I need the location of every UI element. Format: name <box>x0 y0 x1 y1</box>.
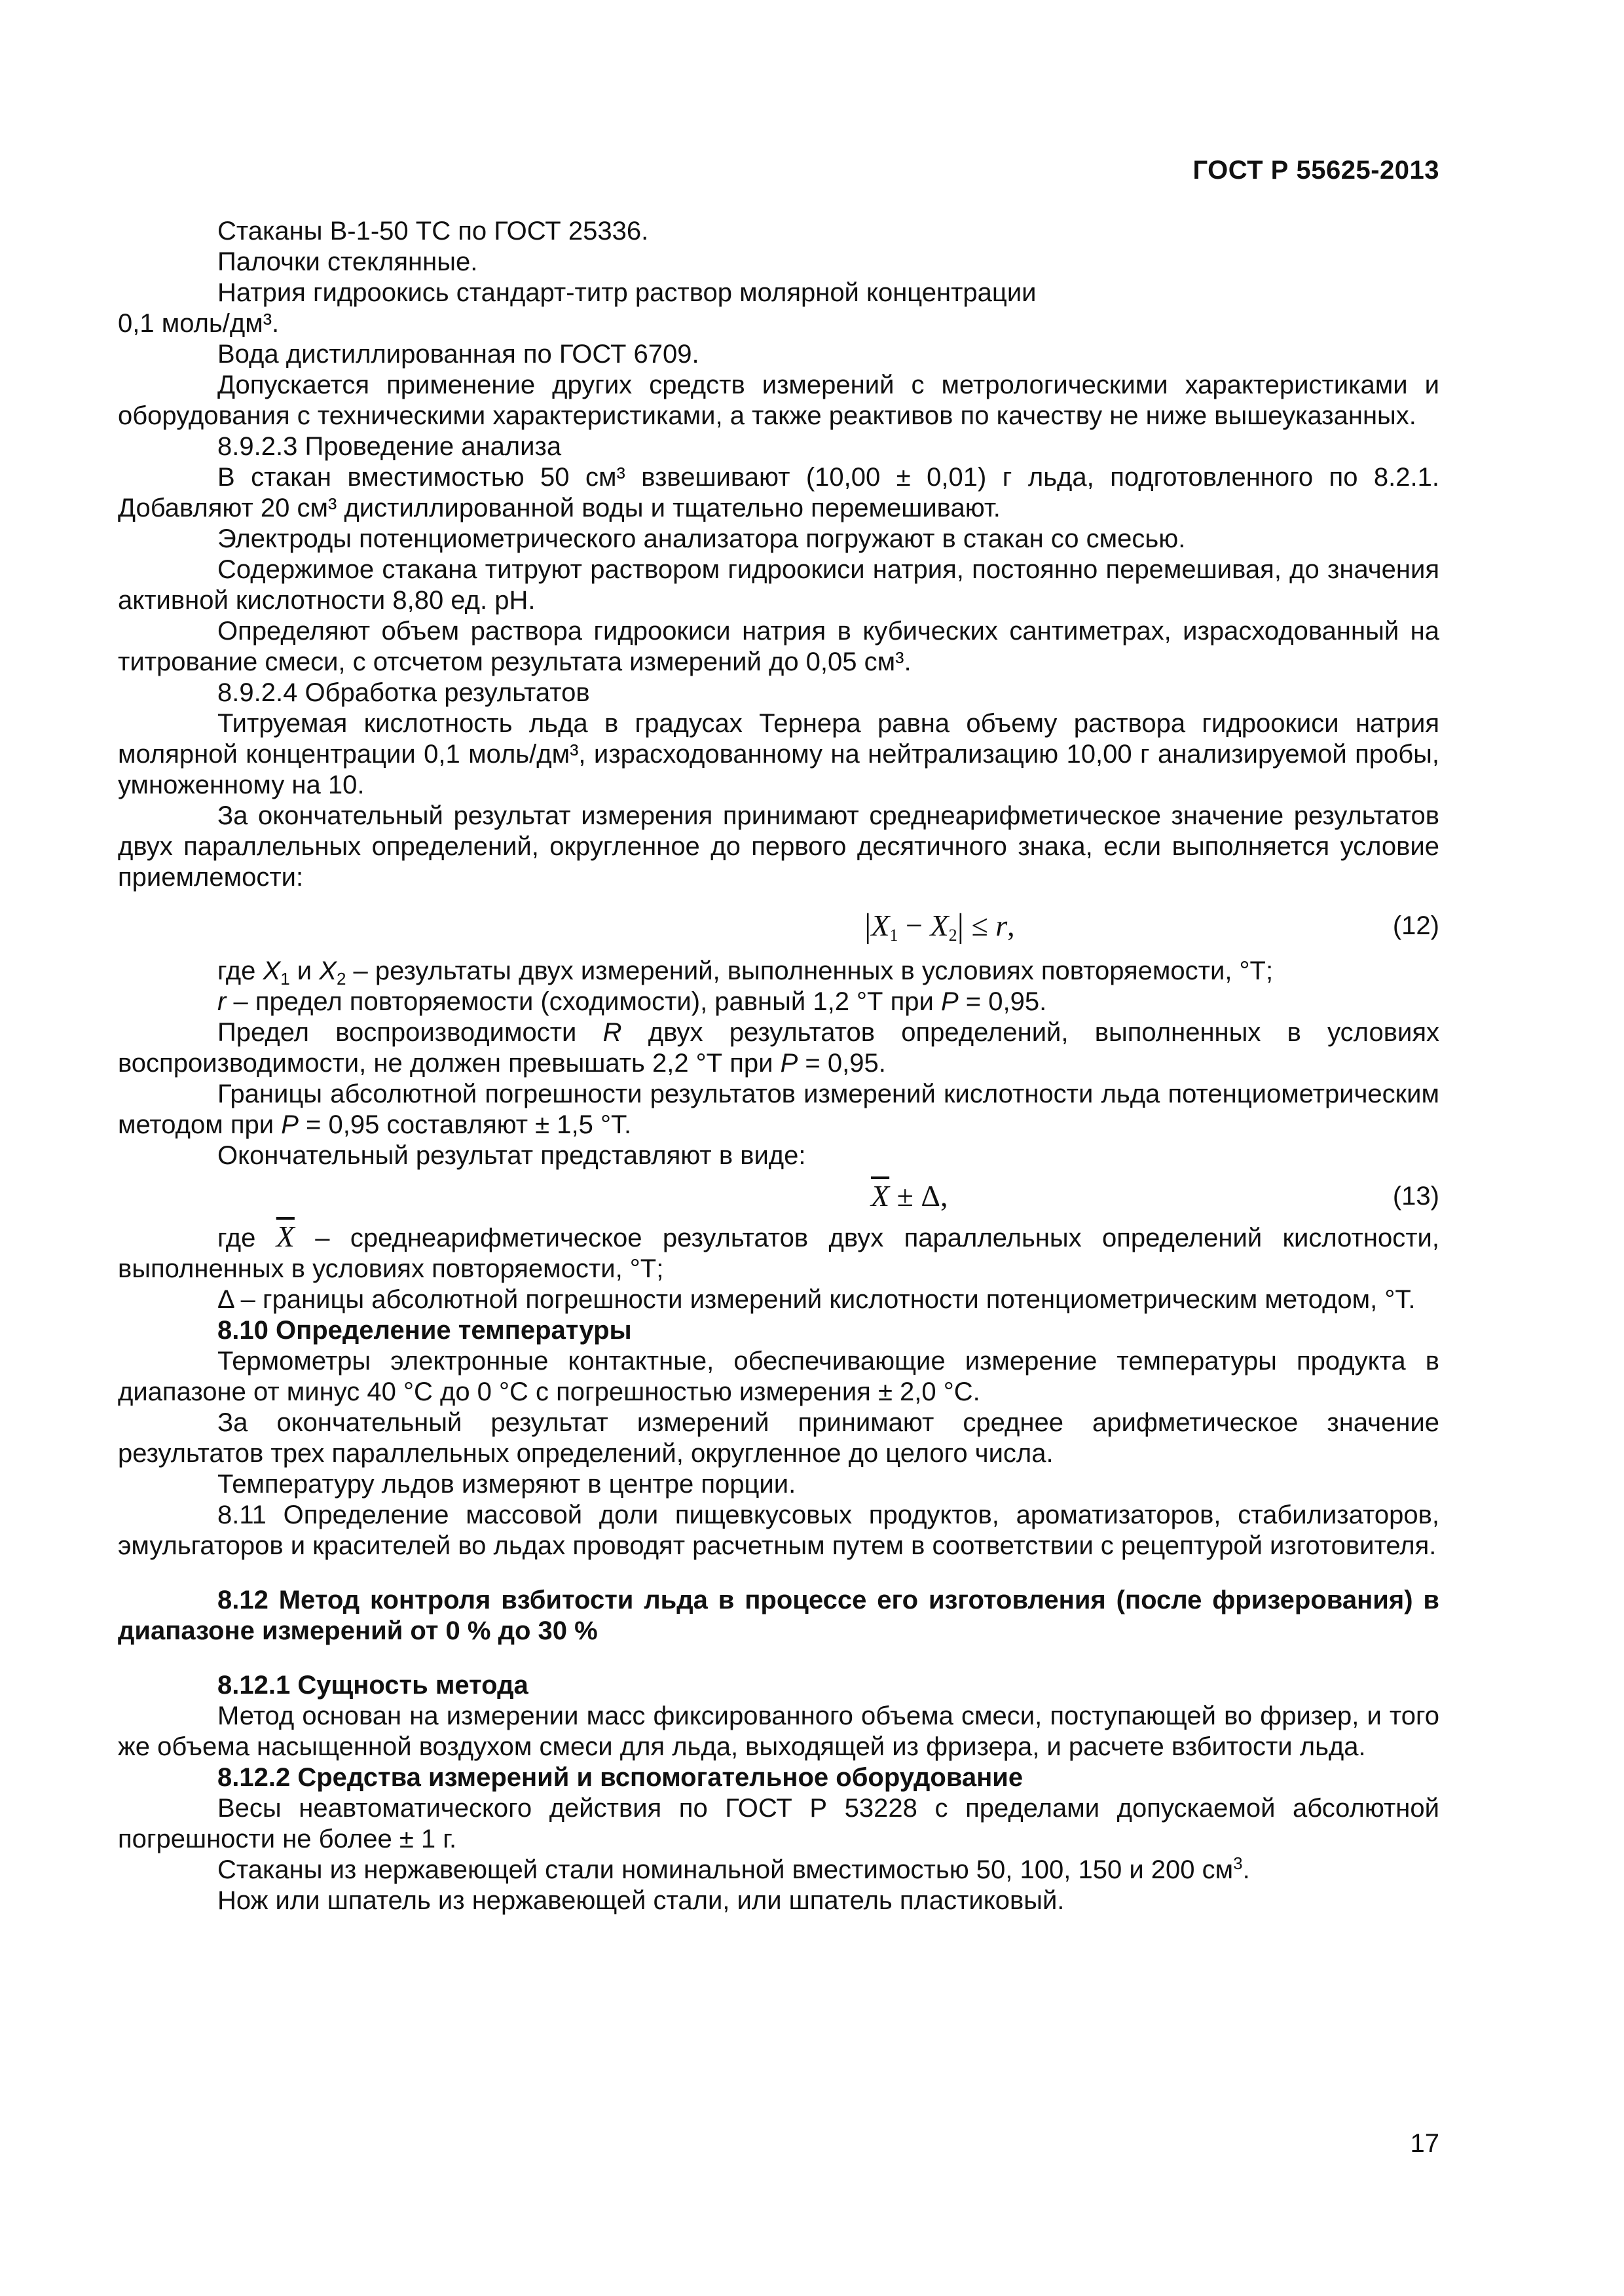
paragraph: где $X_1$ и $X_2$ – результаты двух измерений, выполненных в условиях повторяемости, °Т; <box>217 957 1274 989</box>
formula-13 <box>118 1173 1439 1220</box>
section-heading: 8.12 Метод контроля взбитости льда в процессе его изготовления (после фризерования) в диапазоне измерений от 0 % до 30 % <box>118 1586 1439 1645</box>
paragraph: За окончательный результат измерений принимают среднее арифметическое значение результатов трех параллельных определений, округленное до целого числа. <box>118 1408 1439 1468</box>
subsection-heading: 8.12.2 Средства измерений и вспомогательное оборудование <box>217 1763 1024 1792</box>
paragraph: Стаканы В-1-50 ТС по ГОСТ 25336. <box>217 217 649 246</box>
paragraph: Натрия гидроокись стандарт-титр раствор молярной концентрации <box>217 278 1037 307</box>
subsection-title: 8.9.2.3 Проведение анализа <box>217 432 562 461</box>
page-number: 17 <box>1410 2129 1439 2158</box>
paragraph: Определяют объем раствора гидроокиси натрия в кубических сантиметрах, израсходованный на титрование смеси, с отсчетом результата измерений до 0,05 см³. <box>118 617 1439 676</box>
paragraph: Палочки стеклянные. <box>217 247 478 276</box>
paragraph: Температуру льдов измеряют в центре порции. <box>217 1470 796 1499</box>
paragraph: r – предел повторяемости (сходимости), равный 1,2 °Т при P = 0,95. <box>217 987 1047 1016</box>
document-body <box>118 216 1439 1916</box>
formula-12 <box>118 902 1439 949</box>
paragraph: Границы абсолютной погрешности результатов измерений кислотности льда потенциометрическим методом при P = 0,95 составляют ± 1,5 °Т. <box>118 1080 1439 1139</box>
paragraph: Термометры электронные контактные, обеспечивающие измерение температуры продукта в диапазоне от минус 40 °С до 0 °С с погрешностью измерения ± 2,0 °С. <box>118 1347 1439 1406</box>
paragraph: 8.11 Определение массовой доли пищевкусовых продуктов, ароматизаторов, стабилизаторов, эмульгаторов и красителей во льдах проводят расчетным путем в соответствии с рецептурой изготовителя. <box>118 1501 1439 1560</box>
paragraph: Нож или шпатель из нержавеющей стали, или шпатель пластиковый. <box>217 1886 1065 1915</box>
paragraph: Допускается применение других средств измерений с метрологическими характеристиками и оборудования с техническими характеристиками, а также реактивов по качеству не ниже вышеуказанных. <box>118 371 1439 430</box>
paragraph: Электроды потенциометрического анализатора погружают в стакан со смесью. <box>217 524 1186 553</box>
paragraph: Окончательный результат представляют в виде: <box>217 1141 806 1170</box>
paragraph: Предел воспроизводимости R двух результатов определений, выполненных в условиях воспроизводимости, не должен превышать 2,2 °Т при P = 0,95. <box>118 1018 1439 1078</box>
section-heading: 8.10 Определение температуры <box>217 1316 632 1345</box>
paragraph: Метод основан на измерении масс фиксированного объема смеси, поступающей во фризер, и того же объема насыщенной воздухом смеси для льда, выходящей из фризера, и расчете взбитости льда. <box>118 1702 1439 1761</box>
paragraph: В стакан вместимостью 50 см³ взвешивают (10,00 ± 0,01) г льда, подготовленного по 8.2.1. Добавляют 20 см³ дистиллированной воды и тщательно перемешивают. <box>118 463 1439 522</box>
subsection-heading: 8.12.1 Сущность метода <box>217 1671 528 1700</box>
paragraph: За окончательный результат измерения принимают среднеарифметическое значение результатов двух параллельных определений, округленное до первого десятичного знака, если выполняется условие приемлемости: <box>118 801 1439 892</box>
paragraph: 0,1 моль/дм³. <box>118 309 280 338</box>
formula-number: (12) <box>1392 911 1439 940</box>
formula-expression: $\overline{X} \pm \Delta$, <box>871 1179 948 1212</box>
formula-number: (13) <box>1392 1182 1439 1211</box>
paragraph: Вода дистиллированная по ГОСТ 6709. <box>217 340 699 369</box>
paragraph: где $\overline{X}$ – среднеарифметическое результатов двух параллельных определений кислотности, выполненных в условиях повторяемости, °Т; <box>118 1220 1439 1283</box>
subsection-title: 8.9.2.4 Обработка результатов <box>217 678 590 707</box>
standard-header: ГОСТ Р 55625-2013 <box>1192 156 1439 185</box>
paragraph: Δ – границы абсолютной погрешности измерений кислотности потенциометрическим методом, °Т. <box>217 1285 1416 1314</box>
paragraph: Весы неавтоматического действия по ГОСТ Р 53228 с пределами допускаемой абсолютной погрешности не более ± 1 г. <box>118 1794 1439 1853</box>
paragraph: Титруемая кислотность льда в градусах Тернера равна объему раствора гидроокиси натрия молярной концентрации 0,1 моль/дм³, израсходованному на нейтрализацию 10,00 г анализируемой пробы, умноженному на 10. <box>118 709 1439 799</box>
paragraph: Стаканы из нержавеющей стали номинальной вместимостью 50, 100, 150 и 200 $см^3$. <box>217 1853 1250 1884</box>
paragraph: Содержимое стакана титруют раствором гидроокиси натрия, постоянно перемешивая, до значения активной кислотности 8,80 ед. pH. <box>118 555 1439 615</box>
formula-expression: $|X_1 - X_2| \le r$, <box>864 907 1015 945</box>
